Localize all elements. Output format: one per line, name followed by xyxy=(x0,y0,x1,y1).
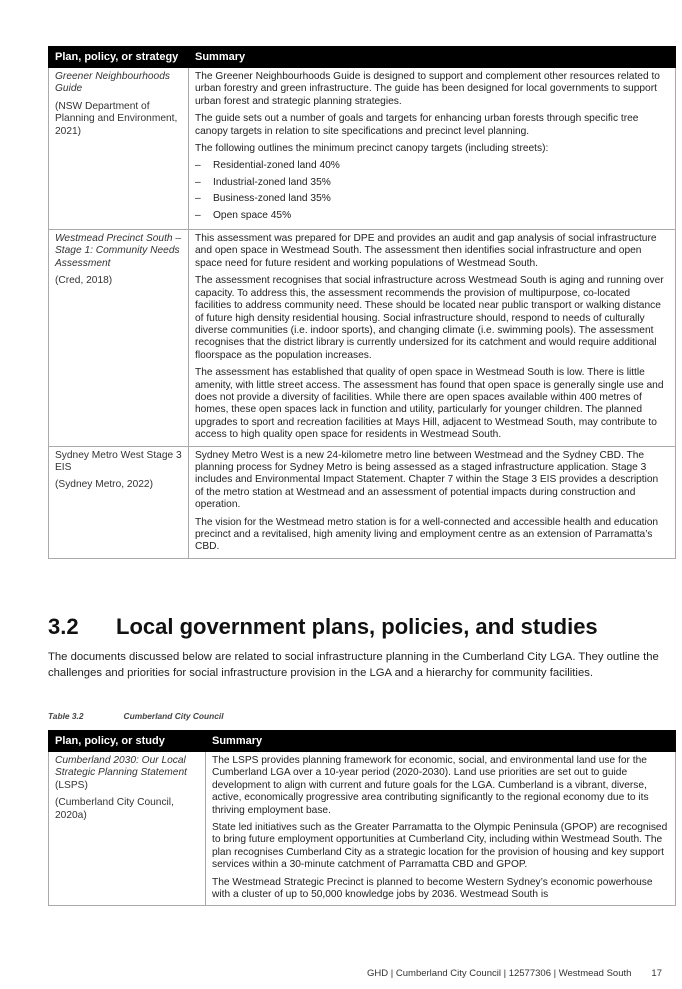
document-cell xyxy=(49,446,189,558)
document-cell xyxy=(49,752,206,906)
summary-paragraph: This assessment was prepared for DPE and provides an audit and gap analysis of social infrastructure and open space in Westmead South. The assessment then identifies social infrastructure and open space need for future resident and working populations of Westmead South. xyxy=(195,233,657,269)
summary-paragraph: State led initiatives such as the Greater Parramatta to the Olympic Peninsula (GPOP) are recognised to bring future employment opportunities at Cumberland City, including within Westmead South. The plan recognises Cumberland City as a strategic location for the provision of housing and key support services within a 30-minute catchment of Parramatta CBD and GPOP. xyxy=(212,822,668,871)
page-number: 17 xyxy=(651,968,662,979)
section-heading xyxy=(48,614,598,640)
table-caption-label: Table 3.2 xyxy=(48,711,84,721)
page-footer xyxy=(367,968,662,979)
summary-paragraph: The vision for the Westmead metro station is for a well-connected and accessible health and education precinct and a revitalised, high amenity living and employment centre as an extension of Parramatta’s CBD. xyxy=(195,516,659,553)
document-source: (Sydney Metro, 2022) xyxy=(55,479,153,491)
canopy-target-list xyxy=(195,160,669,222)
summary-paragraph: The guide sets out a number of goals and targets for enhancing urban forests through specific tree canopy targets in relation to site specifications and precinct level planning. xyxy=(195,113,639,137)
document-title: Westmead Precinct South – Stage 1: Community Needs Assessment xyxy=(55,233,182,269)
document-title: Sydney Metro West Stage 3 EIS xyxy=(55,449,182,473)
document-title: Greener Neighbourhoods Guide xyxy=(55,71,170,95)
section-title: Local government plans, policies, and studies xyxy=(116,614,598,639)
table-row xyxy=(49,446,676,558)
table-caption-title: Cumberland City Council xyxy=(123,711,224,721)
summary-paragraph: The LSPS provides planning framework for economic, social, and environmental land use for the Cumberland LGA over a 10-year period (2020-2030). Land use priorities are set out to guide development to align with current and future goals for the LGA. Cumberland is a vibrant, diverse, active, economically progressive area contributing significantly to the regional economy due to its thriving employment base. xyxy=(212,755,649,816)
column-header: Summary xyxy=(206,731,676,752)
council-table xyxy=(48,730,676,906)
table-row xyxy=(49,752,676,906)
document-source: (Cumberland City Council, 2020a) xyxy=(55,797,174,821)
summary-cell xyxy=(206,752,676,906)
list-item: – Industrial-zoned land 35% xyxy=(195,177,669,189)
summary-paragraph: The Greener Neighbourhoods Guide is designed to support and complement other resources related to urban forestry and green infrastructure. The guide has been designed for local governments to support urban forest and strategic planning strategies. xyxy=(195,71,660,107)
summary-paragraph: The following outlines the minimum precinct canopy targets (including streets): xyxy=(195,143,549,155)
summary-cell xyxy=(189,68,676,230)
summary-paragraph: The assessment recognises that social infrastructure across Westmead South is aging and running over capacity. To address this, the assessment recommends the provision of multipurpose, co-located facilities to address community need. These should be located near public transport or walking distance of future high density residential housing. Social infrastructure should, respond to needs of culturally diverse communities (i.e. indoor sports), and changing climate (i.e. swimming pools). The assessment recognises that the district library is currently undersized for its catchment and would require additional floorspace as the population increases. xyxy=(195,275,664,361)
table-caption xyxy=(48,711,224,721)
footer-text: GHD | Cumberland City Council | 12577306 | Westmead South xyxy=(367,968,632,979)
document-cell xyxy=(49,230,189,447)
column-header: Summary xyxy=(189,47,676,68)
document-title-suffix: (LSPS) xyxy=(55,779,88,791)
document-source: (Cred, 2018) xyxy=(55,275,113,287)
summary-paragraph: The assessment has established that quality of open space in Westmead South is low. There is little amenity, with little street access. The assessment has found that open space is generally single use and does not provide a diversity of facilities. While there are open spaces available within 400 metres of homes, these open spaces lack in function and utility, particularly for younger children. The planned upgrades to sport and recreation facilities at Mays Hill, adjacent to Westmead South, may contribute to access to high quality open space for residents in Westmead South. xyxy=(195,367,664,441)
list-item: – Residential-zoned land 40% xyxy=(195,160,669,172)
list-item: – Open space 45% xyxy=(195,210,669,222)
list-item: – Business-zoned land 35% xyxy=(195,193,669,205)
section-intro: The documents discussed below are related to social infrastructure planning in the Cumberland City LGA. They outline the challenges and priorities for social infrastructure provision in the LGA and a hierarchy for community facilities. xyxy=(48,651,659,679)
strategy-table xyxy=(48,46,676,559)
summary-paragraph: Sydney Metro West is a new 24-kilometre metro line between Westmead and the Sydney CBD. The planning process for Sydney Metro is being assessed as a staged infrastructure application. Stage 3 includes and Environmental Impact Statement. Chapter 7 within the Stage 3 EIS provides a description of the metro station at Westmead and an assessment of potential impacts during construction and operation. xyxy=(195,449,659,511)
table-row xyxy=(49,68,676,230)
summary-paragraph: The Westmead Strategic Precinct is planned to become Western Sydney’s economic powerhouse with a cluster of up to 50,000 knowledge jobs by 2036. Westmead South is xyxy=(212,876,653,901)
section-number: 3.2 xyxy=(48,614,79,639)
summary-cell xyxy=(189,230,676,447)
table-header-row xyxy=(49,731,676,752)
column-header: Plan, policy, or strategy xyxy=(49,47,189,68)
table-header-row xyxy=(49,47,676,68)
document-cell xyxy=(49,68,189,230)
column-header: Plan, policy, or study xyxy=(49,731,206,752)
document-title-italic: Cumberland 2030: Our Local Strategic Planning Statement xyxy=(55,755,187,779)
table-row xyxy=(49,230,676,447)
document-source: (NSW Department of Planning and Environment, 2021) xyxy=(55,100,178,137)
summary-cell xyxy=(189,446,676,558)
document-title xyxy=(55,755,199,792)
